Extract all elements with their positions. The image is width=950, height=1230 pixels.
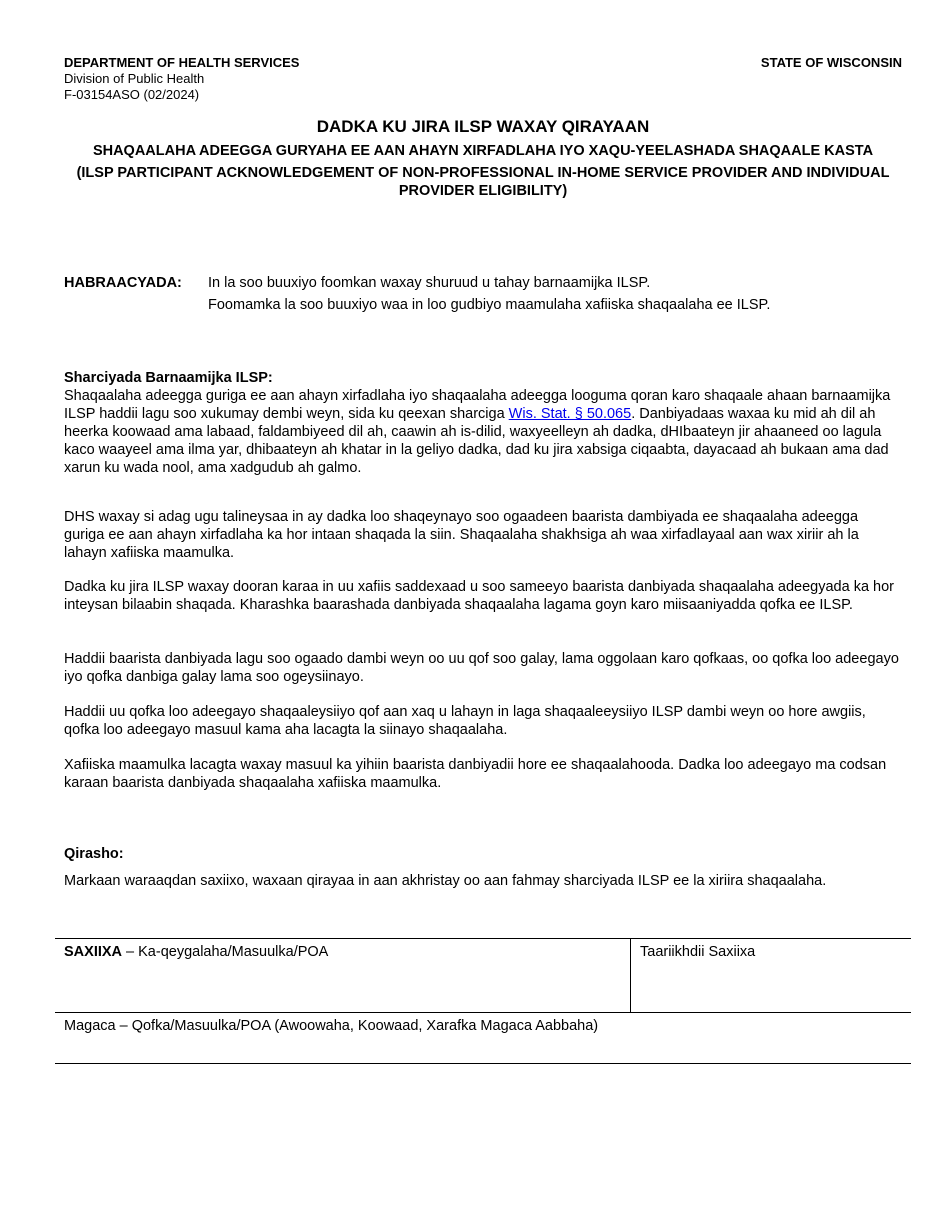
form-title: DADKA KU JIRA ILSP WAXAY QIRAYAAN [316,117,650,136]
form-title-block [64,117,902,200]
signature-table [55,938,911,1064]
printed-name-field[interactable] [55,1013,911,1064]
division-name: Division of Public Health [64,71,205,86]
printed-name-label: Magaca – Qofka/Masuulka/POA (Awoowaha, Koowaad, Xarafka Magaca Aabbaha) [64,1018,599,1034]
attestation-heading: Qirasho: [64,846,124,862]
signature-label-bold: SAXIIXA [64,944,123,960]
signature-date-label: Taariikhdii Saxiixa [640,944,756,960]
requirements-section [64,369,902,477]
requirements-paragraph-6: Xafiiska maamulka lacagta waxay masuul ka yihiin baarista danbiyadii hore ee shaqaalahooda. Dadka loo adeegayo ma codsan karaan baarista danbiyada shaqaalaha xafiiska maamulka. [64,757,887,791]
statute-link[interactable]: Wis. Stat. § 50.065 [508,406,632,422]
requirements-paragraph-2: DHS waxay si adag ugu talineysaa in ay dadka loo shaqeynayo soo ogaadeen baarista dambiyada ee shaqaalaha adeegga guriga ee aan ahayn xirfadlaha ka hor intaan shaqada la siin. Shaqaalaha shakhsiga ah waa xirfadlayaal aan wax xiriir ah la lahayn xafiiska maamulka. [64,509,859,561]
form-subtitle: SHAQAALAHA ADEEGGA GURYAHA EE AAN AHAYN XIRFADLAHA IYO XAQU-YEELASHADA SHAQAALE KASTA [92,143,874,159]
requirements-paragraph-3: Dadka ku jira ILSP waxay dooran karaa in uu xafiis saddexaad u soo sameeyo baarista danbiyada shaqaalaha adeegyada ka hor inteysan bilaabin shaqada. Kharashka baarashada danbiyada shaqaalaha lagama goyn karo miisaaniyadda qofka ee ILSP. [64,579,895,613]
agency-header [64,55,299,103]
form-number: F-03154ASO (02/2024) [64,87,200,102]
state-name: STATE OF WISCONSIN [760,55,902,70]
signature-date-field[interactable] [631,939,911,1012]
instructions-line-1: In la soo buuxiyo foomkan waxay shuruud u tahay barnaamijka ILSP. [208,275,651,291]
instructions-line-2: Foomamka la soo buuxiyo waa in loo gudbiyo maamulaha xafiiska shaqaalaha ee ILSP. [208,297,771,313]
requirements-paragraph-5: Haddii uu qofka loo adeegayo shaqaaleysiiyo qof aan xaq u lahayn in laga shaqaaleeysiiyo ILSP dambi weyn oo hore awgiis, qofka loo adeegayo masuul kama aha lacagta la siinayo shaqaalaha. [64,704,866,738]
instructions-label: HABRAACYADA: [64,275,182,291]
requirements-paragraph-1: Shaqaalaha adeegga guriga ee aan ahayn xirfadlaha iyo shaqaalaha adeegga looguma qoran karo shaqaale ahaan barnaamijka ILSP haddii lagu soo xukumay dembi weyn, sida ku qeexan sharciga Wis. Stat. § 50.065. Danbiyadaas waxaa ku mid ah dil ah heerka koowaad ama labaad, faldambiyeed dil ah, caawin ah is-dilid, waxyeelleyn ah dadka, dHIbaateyn jir ahaaneed oo lagula kaco waayeel ama ilma yar, dhibaateyn ah khatar in la geliyo dadka, dad ku jira xabsiga ciqaabta, dayacaad ah bukaan ama dad xarun ku wada nool, ama xadgudub ah galmo. [64,388,891,476]
signature-label-rest: – Ka-qeygalaha/Masuulka/POA [122,944,329,960]
department-name: DEPARTMENT OF HEALTH SERVICES [64,55,300,70]
attestation-text: Markaan waraaqdan saxiixo, waxaan qirayaa in aan akhristay oo aan fahmay sharciyada ILSP ee la xiriira shaqaalaha. [64,873,827,889]
signature-field[interactable] [55,939,631,1012]
requirements-paragraph-4: Haddii baarista danbiyada lagu soo ogaado dambi weyn oo uu qof soo galay, lama oggolaan karo qofkaas, oo qofka loo adeegayo iyo qofka danbiga galay lama soo ogeysiinayo. [64,651,899,685]
attestation-section [64,845,902,890]
requirements-heading: Sharciyada Barnaamijka ILSP: [64,370,273,386]
form-english-title: (ILSP PARTICIPANT ACKNOWLEDGEMENT OF NON-PROFESSIONAL IN-HOME SERVICE PROVIDER AND INDIVIDUAL PROVIDER ELIGIBILITY) [76,165,890,199]
